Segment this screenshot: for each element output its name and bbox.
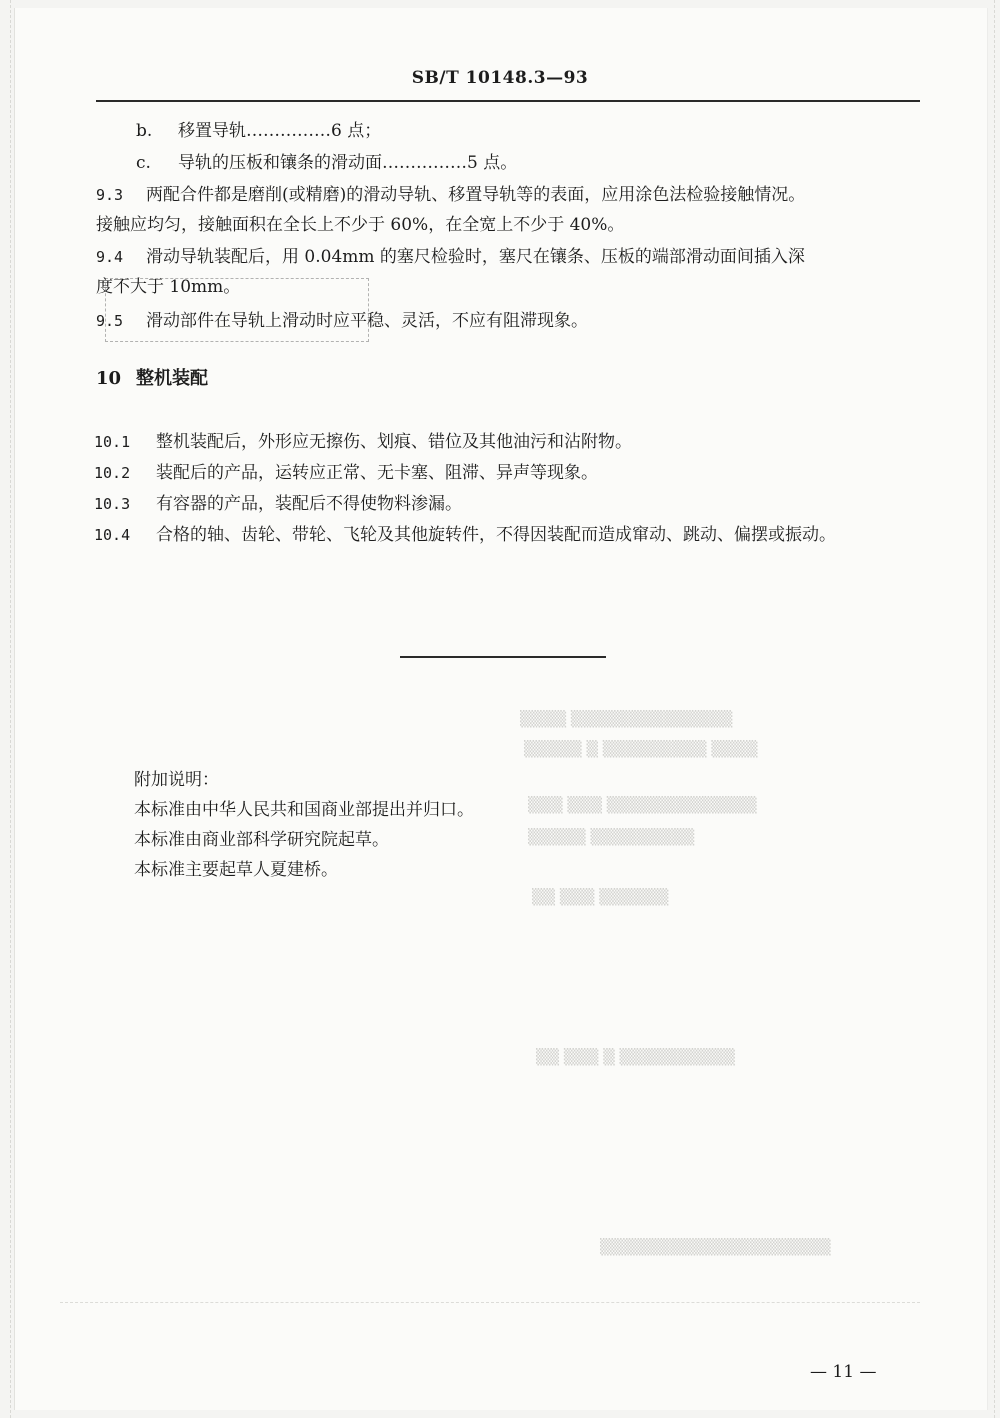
- bleed-through-mark: ▒▒▒▒ ▒▒▒▒▒▒▒▒▒▒▒▒▒▒: [520, 710, 733, 728]
- list-item-b: 移置导轨……………6 点；: [178, 121, 382, 141]
- page-fold-line: [10, 0, 11, 1418]
- bleed-through-rule: [60, 1302, 920, 1303]
- clause-number-9-3: 9.3: [96, 186, 124, 204]
- appendix-title: 附加说明：: [134, 770, 219, 790]
- list-marker-c: c.: [136, 153, 151, 173]
- clause-number-10-3: 10.3: [94, 495, 131, 513]
- clause-text-10-1: 整机装配后，外形应无擦伤、划痕、错位及其他油污和沾附物。: [156, 432, 632, 452]
- clause-text-10-2: 装配后的产品，运转应正常、无卡塞、阻滞、异声等现象。: [156, 463, 598, 483]
- clause-text-10-3: 有容器的产品，装配后不得使物料渗漏。: [156, 494, 462, 514]
- bleed-through-mark: ▒▒▒▒▒ ▒ ▒▒▒▒▒▒▒▒▒ ▒▒▒▒: [524, 740, 758, 758]
- appendix-line: 本标准由中华人民共和国商业部提出并归口。: [134, 800, 474, 820]
- list-item-c: 导轨的压板和镶条的滑动面……………5 点。: [178, 153, 518, 173]
- clause-text-9-5: 滑动部件在导轨上滑动时应平稳、灵活，不应有阻滞现象。: [146, 311, 588, 331]
- page-fold-line: [994, 0, 995, 1418]
- clause-text-10-4: 合格的轴、齿轮、带轮、飞轮及其他旋转件，不得因装配而造成窜动、跳动、偏摆或振动。: [156, 525, 836, 545]
- bleed-through-mark: ▒▒ ▒▒▒ ▒ ▒▒▒▒▒▒▒▒▒▒: [536, 1048, 735, 1066]
- bleed-through-mark: ▒▒▒▒▒ ▒▒▒▒▒▒▒▒▒: [528, 828, 695, 846]
- clause-text-9-3: 两配合件都是磨削(或精磨)的滑动导轨、移置导轨等的表面，应用涂色法检验接触情况。: [146, 185, 806, 205]
- clause-number-9-5: 9.5: [96, 312, 124, 330]
- appendix-line: 本标准由商业部科学研究院起草。: [134, 830, 389, 850]
- appendix-line: 本标准主要起草人夏建桥。: [134, 860, 338, 880]
- standard-code-header: SB/T 10148.3—93: [411, 68, 589, 88]
- clause-text-9-4-continued: 度不大于 10mm。: [96, 277, 241, 297]
- clause-number-10-4: 10.4: [94, 526, 131, 544]
- section-10-title: 整机装配: [136, 368, 208, 389]
- clause-text-9-4: 滑动导轨装配后，用 0.04mm 的塞尺检验时，塞尺在镶条、压板的端部滑动面间插入深: [146, 247, 805, 267]
- section-10-number: 10: [96, 368, 122, 389]
- bleed-through-mark: ▒▒▒▒▒▒▒▒▒▒▒▒▒▒▒▒▒▒▒▒: [600, 1238, 831, 1256]
- clause-number-10-1: 10.1: [94, 433, 131, 451]
- clause-number-10-2: 10.2: [94, 464, 131, 482]
- bleed-through-mark: ▒▒ ▒▒▒ ▒▒▒▒▒▒: [532, 888, 669, 906]
- clause-text-9-3-continued: 接触应均匀，接触面积在全长上不少于 60%，在全宽上不少于 40%。: [96, 215, 625, 235]
- page-number: — 11 —: [810, 1362, 877, 1382]
- header-rule: [96, 100, 920, 102]
- list-marker-b: b.: [136, 121, 153, 141]
- clause-number-9-4: 9.4: [96, 248, 124, 266]
- ink-stamp-mark: [105, 278, 369, 342]
- bleed-through-mark: ▒▒▒ ▒▒▒ ▒▒▒▒▒▒▒▒▒▒▒▒▒: [528, 796, 757, 814]
- section-separator: [400, 656, 606, 658]
